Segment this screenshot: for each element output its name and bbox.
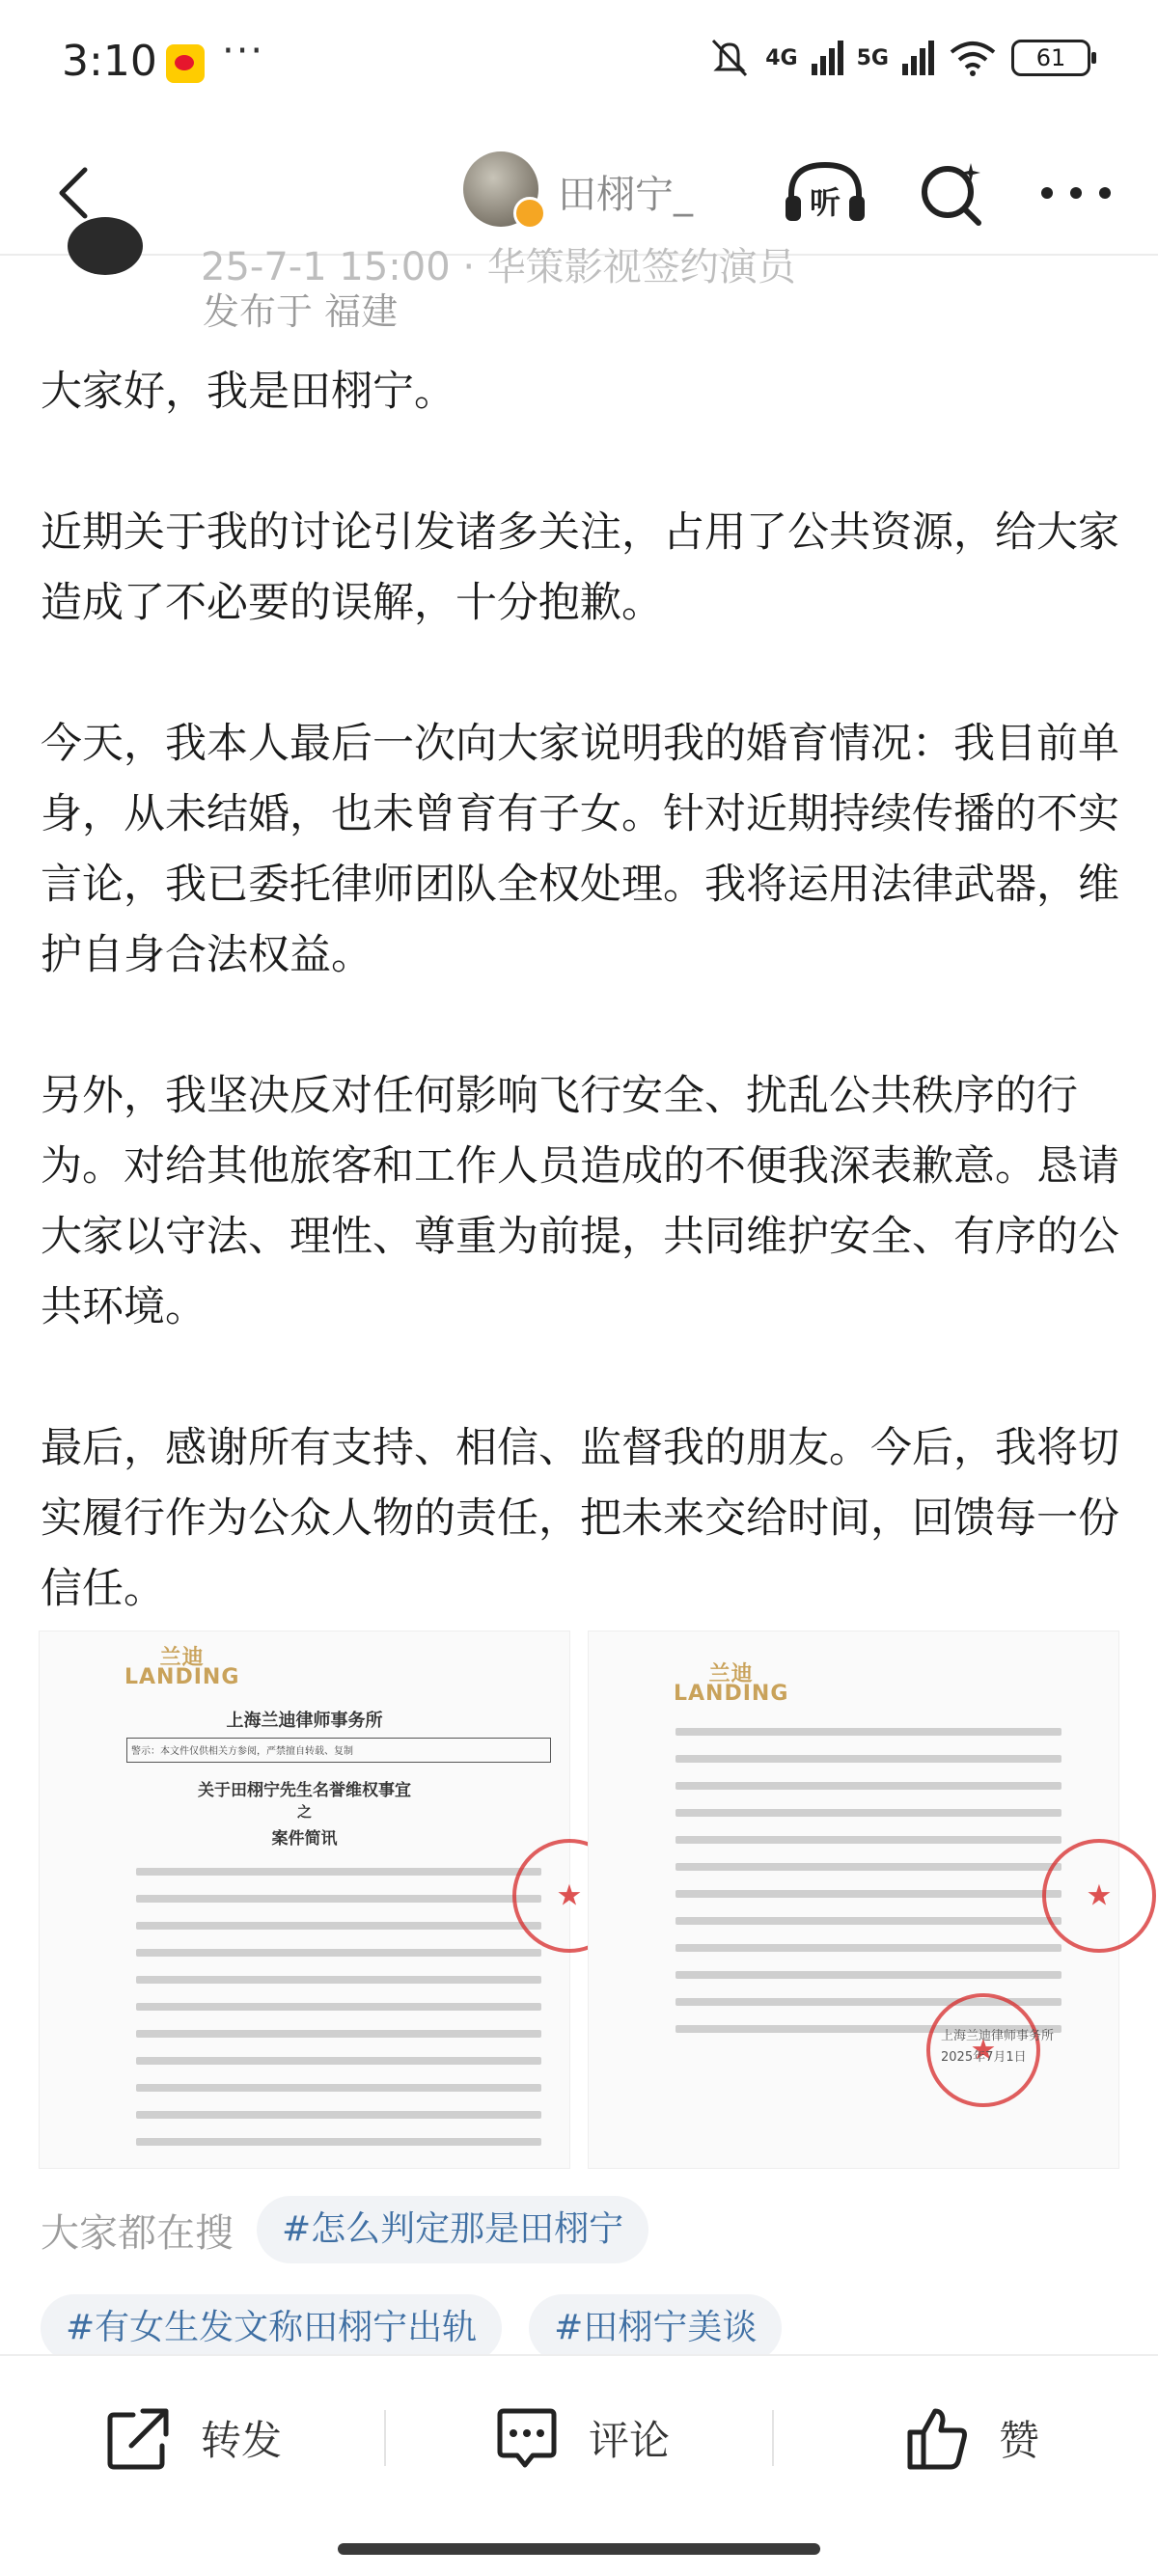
- post-paragraph: 近期关于我的讨论引发诸多关注，占用了公共资源，给大家造成了不必要的误解，十分抱歉。: [41, 508, 1119, 627]
- listen-headphone-icon[interactable]: [782, 159, 868, 227]
- comment-label: 评论: [589, 2417, 671, 2464]
- logo-en: LANDING: [674, 1682, 789, 1706]
- doc-title-connector: 之: [296, 1803, 312, 1821]
- logo-cn: 兰迪: [159, 1646, 205, 1670]
- status-more: ···: [222, 29, 265, 73]
- post-meta-scrolled: [0, 245, 1158, 289]
- action-divider: [384, 2410, 386, 2466]
- doc-signature: 上海兰迪律师事务所: [941, 2029, 1055, 2043]
- search-tag[interactable]: #田栩宁美谈: [529, 2294, 782, 2362]
- back-arrow-icon[interactable]: [46, 164, 104, 222]
- doc-subtitle: 案件简讯: [271, 1829, 338, 1849]
- listen-label: 听: [809, 184, 841, 221]
- more-options-icon[interactable]: [1037, 178, 1115, 207]
- trending-search-row-2: [41, 2294, 782, 2362]
- thumbs-up-icon: [902, 2403, 972, 2473]
- author-avatar[interactable]: [68, 217, 143, 275]
- verified-badge-icon: [513, 197, 546, 230]
- repost-label: 转发: [201, 2417, 283, 2464]
- logo-en: LANDING: [124, 1665, 240, 1689]
- status-bar: [0, 0, 1158, 135]
- repost-icon: [104, 2403, 174, 2473]
- comment-icon: [492, 2403, 562, 2473]
- battery-indicator: 61: [1011, 40, 1090, 76]
- trending-search-row: [41, 2196, 648, 2263]
- post-paragraph: 大家好，我是田栩宁。: [41, 368, 455, 416]
- search-icon[interactable]: [917, 159, 986, 229]
- status-indicators: [707, 37, 1090, 79]
- home-indicator[interactable]: [338, 2543, 820, 2555]
- repost-button[interactable]: [104, 2356, 282, 2520]
- like-label: 赞: [999, 2417, 1040, 2464]
- legal-document-image-2[interactable]: [588, 1631, 1119, 2169]
- legal-document-image-1[interactable]: [39, 1631, 570, 2169]
- doc-notice: 警示：本文件仅供相关方参阅，严禁擅自转载、复制: [126, 1738, 551, 1763]
- search-tag[interactable]: #有女生发文称田栩宁出轨: [41, 2294, 502, 2362]
- post-body: [41, 357, 1126, 1625]
- trending-search-label: 大家都在搜: [41, 2210, 234, 2256]
- law-firm-logo: [124, 1646, 240, 1689]
- doc-body-text: [136, 1868, 541, 2165]
- network-5g-label: 5G: [856, 45, 889, 70]
- post-paragraph: 最后，感谢所有支持、相信、监督我的朋友。今后，我将切实履行作为公众人物的责任，把未来交给时间，回馈每一份信任。: [41, 1424, 1119, 1613]
- header-user-name[interactable]: 田栩宁_: [558, 173, 693, 217]
- search-tag[interactable]: #怎么判定那是田栩宁: [257, 2196, 648, 2263]
- signal-4g-icon: [812, 41, 843, 75]
- signal-5g-icon: [902, 41, 934, 75]
- bottom-action-bar: [0, 2354, 1158, 2520]
- post-meta-partial: 25-7-1 15:00 · 华策影视签约演员: [201, 245, 796, 289]
- logo-cn: 兰迪: [708, 1662, 754, 1686]
- status-time: 3:10: [62, 37, 157, 86]
- mute-icon: [707, 37, 752, 79]
- red-seal-stamp: [1042, 1839, 1156, 1953]
- post-images: [39, 1631, 1119, 2169]
- wifi-icon: [948, 39, 998, 77]
- like-button[interactable]: [902, 2356, 1039, 2520]
- comment-button[interactable]: [492, 2356, 670, 2520]
- post-paragraph: 另外，我坚决反对任何影响飞行安全、扰乱公共秩序的行为。对给其他旅客和工作人员造成的不便我深表歉意。恳请大家以守法、理性、尊重为前提，共同维护安全、有序的公共环境。: [41, 1072, 1119, 1331]
- post-location: 发布于 福建: [203, 290, 399, 333]
- doc-firm-name: 上海兰迪律师事务所: [226, 1711, 383, 1731]
- action-divider: [772, 2410, 774, 2466]
- network-4g-label: 4G: [765, 45, 798, 70]
- doc-title: 关于田栩宁先生名誉维权事宜: [198, 1781, 411, 1800]
- post-paragraph: 今天，我本人最后一次向大家说明我的婚育情况：我目前单身，从未结婚，也未曾育有子女。针对近期持续传播的不实言论，我已委托律师团队全权处理。我将运用法律武器，维护自身合法权益。: [41, 720, 1119, 979]
- doc-date: 2025年7月1日: [941, 2050, 1027, 2065]
- weibo-notification-icon: [166, 44, 205, 83]
- law-firm-logo: [674, 1662, 789, 1706]
